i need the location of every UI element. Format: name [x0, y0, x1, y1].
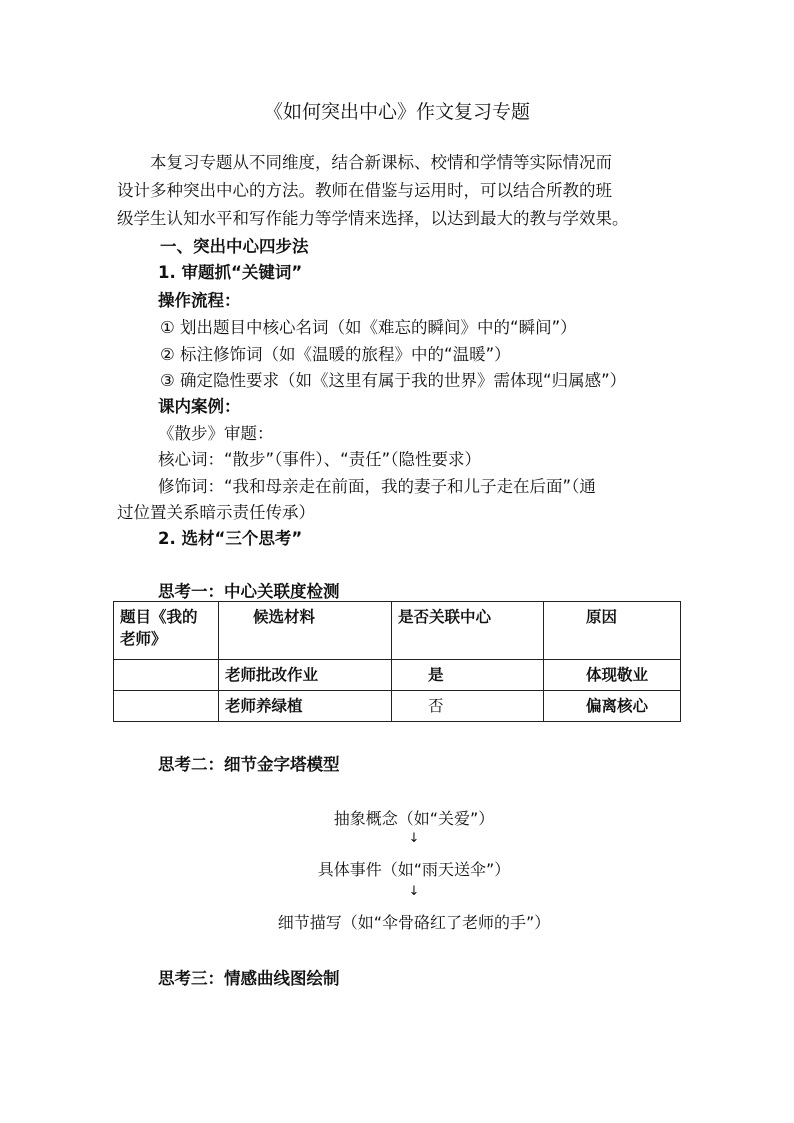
table-cell — [114, 660, 219, 691]
pyramid-level: 具体事件（如“雨天送伞”） — [317, 860, 511, 879]
case-label: 课内案例： — [158, 397, 241, 416]
down-arrow-icon: ↓ — [408, 884, 420, 899]
table-cell: 是 — [392, 660, 544, 691]
intro-line: 级学生认知水平和写作能力等学情来选择，以达到最大的教与学效果。 — [117, 209, 629, 228]
section-heading: 一、突出中心四步法 — [160, 237, 309, 256]
table-header-cell: 题目《我的老师》 — [114, 602, 219, 660]
intro-paragraph — [117, 149, 687, 233]
flow-item: ① 划出题目中核心名词（如《难忘的瞬间》中的“瞬间”） — [160, 318, 577, 337]
table-header-cell: 候选材料 — [219, 602, 392, 660]
table-row — [114, 660, 681, 691]
table-cell: 偏离核心 — [544, 691, 681, 722]
step2-heading: 2. 选材“三个思考” — [158, 529, 303, 548]
table-cell — [114, 691, 219, 722]
think2-heading: 思考二：细节金字塔模型 — [158, 755, 340, 774]
flow-label: 操作流程： — [158, 291, 241, 310]
think3-heading: 思考三：情感曲线图绘制 — [158, 969, 340, 988]
page-title: 《如何突出中心》作文复习专题 — [263, 101, 530, 123]
flow-item: ② 标注修饰词（如《温暖的旅程》中的“温暖”） — [160, 345, 511, 364]
table-cell: 否 — [392, 691, 544, 722]
down-arrow-icon: ↓ — [408, 831, 420, 846]
case-line: 核心词：“散步”（事件）、“责任”（隐性要求） — [158, 450, 481, 469]
table-header-cell: 是否关联中心 — [392, 602, 544, 660]
table-header-cell: 原因 — [544, 602, 681, 660]
pyramid-level: 细节描写（如“伞骨硌红了老师的手”） — [277, 913, 551, 932]
pyramid-level: 抽象概念（如“关爱”） — [333, 809, 495, 828]
case-line: 过位置关系暗示责任传承） — [117, 503, 315, 522]
table-cell: 老师批改作业 — [219, 660, 392, 691]
relevance-table — [113, 601, 681, 722]
step1-heading: 1. 审题抓“关键词” — [158, 263, 303, 282]
intro-line: 本复习专题从不同维度，结合新课标、校情和学情等实际情况而 — [117, 153, 612, 172]
table-cell: 老师养绿植 — [219, 691, 392, 722]
table-header-row — [114, 602, 681, 660]
intro-line: 设计多种突出中心的方法。教师在借鉴与运用时，可以结合所教的班 — [117, 181, 612, 200]
flow-item: ③ 确定隐性要求（如《这里有属于我的世界》需体现“归属感”） — [160, 371, 627, 390]
case-line: 修饰词：“我和母亲走在前面，我的妻子和儿子走在后面”（通 — [158, 477, 596, 496]
case-line: 《散步》审题： — [158, 424, 274, 443]
table-row — [114, 691, 681, 722]
table-cell: 体现敬业 — [544, 660, 681, 691]
think1-heading: 思考一：中心关联度检测 — [158, 582, 340, 601]
